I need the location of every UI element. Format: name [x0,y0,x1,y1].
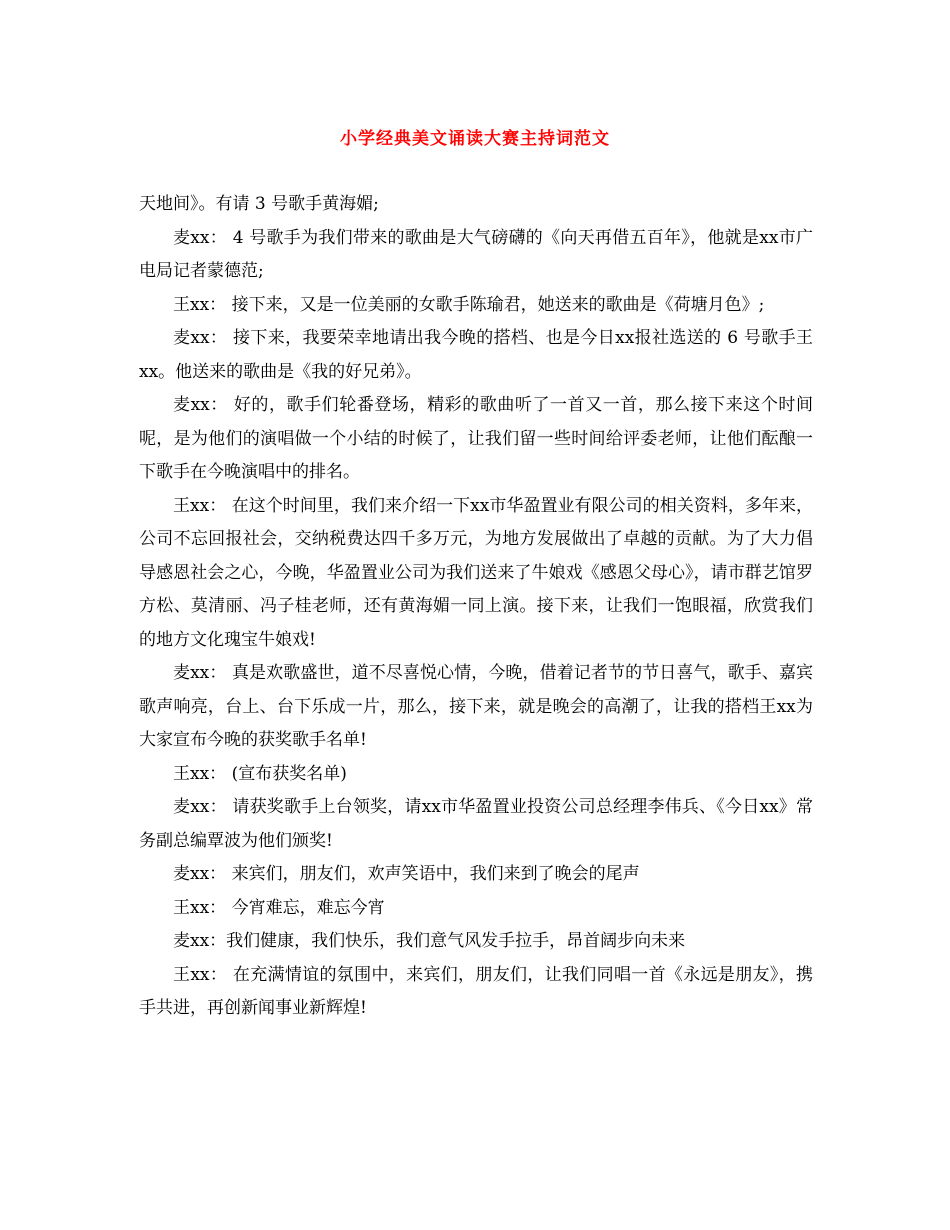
paragraph: 麦xx： 4 号歌手为我们带来的歌曲是大气磅礴的《向天再借五百年》，他就是xx市广电局记者蒙德范; [139,227,813,281]
paragraph: 王xx： 今宵难忘，难忘今宵 [173,897,385,918]
paragraph: 麦xx： 接下来，我要荣幸地请出我今晚的搭档、也是今日xx报社选送的 6 号歌手王xx。他送来的歌曲是《我的好兄弟》。 [139,328,813,382]
paragraph: 王xx： 在充满情谊的氛围中，来宾们，朋友们，让我们同唱一首《永远是朋友》，携手共进，再创新闻事业新辉煌! [139,964,813,1018]
paragraph: 麦xx： 来宾们，朋友们，欢声笑语中，我们来到了晚会的尾声 [173,864,640,884]
document-title: 小学经典美文诵读大赛主持词范文 [340,129,610,149]
paragraph: 王xx： (宣布获奖名单) [173,763,347,784]
paragraph: 麦xx：我们健康，我们快乐，我们意气风发手拉手，昂首阔步向未来 [173,931,686,951]
paragraph: 王xx： 在这个时间里，我们来介绍一下xx市华盈置业有限公司的相关资料，多年来，公司不忘回报社会，交纳税费达四千多万元，为地方发展做出了卓越的贡献。为了大力倡导感恩社会之心，今晚，华盈置业公司为我们送来了牛娘戏《感恩父母心》，请市群艺馆罗方松、莫清丽、冯子桂老师，还有黄海媚一同上演。接下来，让我们一饱眼福，欣赏我们的地方文化瑰宝牛娘戏! [139,495,813,650]
paragraph: 麦xx： 请获奖歌手上台领奖，请xx市华盈置业投资公司总经理李伟兵、《今日xx》常务副总编覃波为他们颁奖! [139,797,813,851]
document-body [139,188,813,1026]
paragraph: 王xx： 接下来，又是一位美丽的女歌手陈瑜君，她送来的歌曲是《荷塘月色》; [173,294,765,315]
paragraph: 麦xx： 真是欢歌盛世，道不尽喜悦心情，今晚，借着记者节的节日喜气，歌手、嘉宾歌声响亮，台上、台下乐成一片，那么，接下来，就是晚会的高潮了，让我的搭档王xx为大家宣布今晚的获奖歌手名单! [139,663,813,750]
paragraph: 麦xx： 好的，歌手们轮番登场，精彩的歌曲听了一首又一首，那么接下来这个时间呢，是为他们的演唱做一个小结的时候了，让我们留一些时间给评委老师，让他们酝酿一下歌手在今晚演唱中的排名。 [139,395,813,482]
paragraph: 天地间》。有请 3 号歌手黄海媚; [139,194,379,214]
